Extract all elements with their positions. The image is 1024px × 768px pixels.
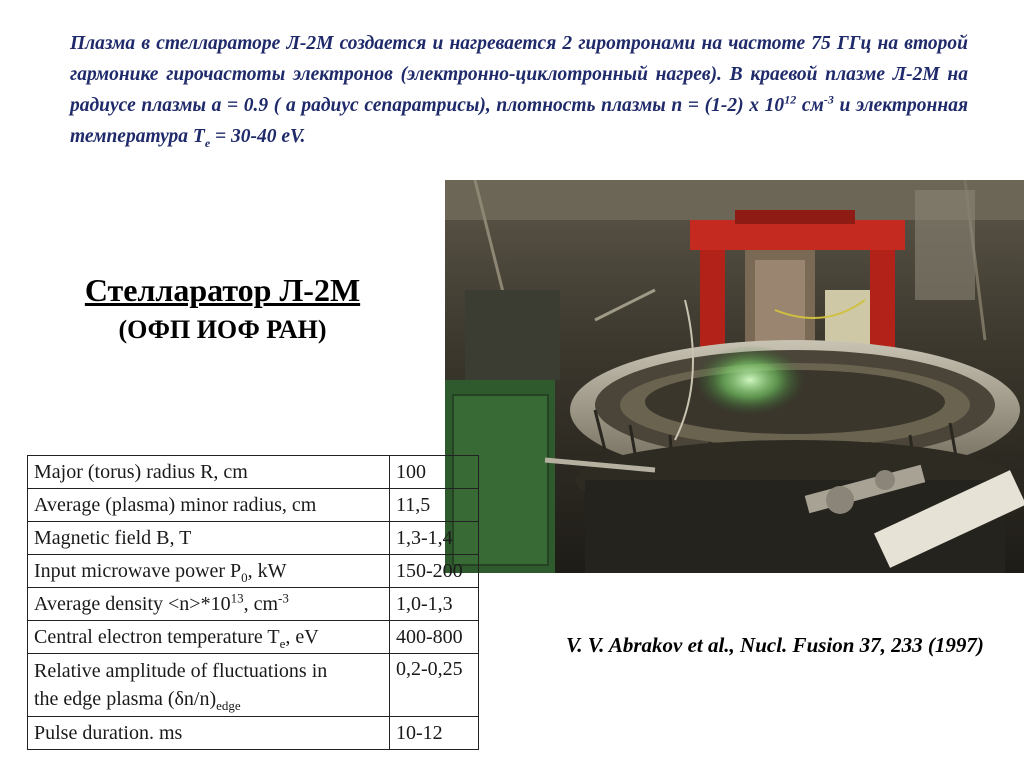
label-subscript: 0 [241,570,248,586]
parameter-value: 0,2-0,25 [390,654,479,717]
label-subscript: edge [216,698,241,714]
table-row [28,522,479,555]
stellarator-title-block [20,268,425,348]
parameter-label: Magnetic field B, T [28,522,390,555]
stellarator-photo-illustration [445,180,1024,573]
institution-subtitle: (ОФП ИОФ РАН) [118,315,327,344]
parameter-value: 11,5 [390,489,479,522]
label-superscript: -3 [278,590,289,606]
parameter-value: 10-12 [390,716,479,749]
parameter-value: 1,0-1,3 [390,588,479,621]
intro-exponent: 12 [784,92,797,107]
table-row [28,456,479,489]
parameter-value: 100 [390,456,479,489]
parameter-label: Average (plasma) minor radius, cm [28,489,390,522]
parameter-label [28,588,390,621]
parameter-label: Pulse duration. ms [28,716,390,749]
table-row [28,621,479,654]
label-text: , kW [247,560,287,583]
label-text: Average density <n>*10 [34,593,231,616]
stellarator-photo [445,180,1024,573]
label-text: Central electron temperature T [34,626,280,649]
label-text: Input microwave power P [34,560,242,583]
intro-text: и электронная температура T [70,95,969,147]
parameter-label [28,621,390,654]
intro-paragraph [70,28,968,152]
table-row [28,489,479,522]
label-subscript: e [279,636,286,652]
parameter-value: 150-200 [390,555,479,588]
parameter-value: 1,3-1,4 [390,522,479,555]
label-text: , cm [243,593,279,616]
table-row [28,588,479,621]
intro-text: = 30-40 eV. [210,126,306,147]
intro-text: см [796,95,824,116]
parameters-table [27,455,479,750]
parameter-label [28,654,390,717]
table-row [28,654,479,717]
label-text: Relative amplitude of fluctuations in [34,660,328,683]
parameter-label [28,555,390,588]
citation: V. V. Abrakov et al., Nucl. Fusion 37, 233 (1997) [566,633,984,657]
intro-subscript: e [204,135,211,150]
intro-exponent: -3 [823,92,834,107]
label-text: , eV [285,626,319,649]
table-row [28,555,479,588]
intro-text: Плазма в стеллараторе Л-2М создается и нагревается 2 гиротронами на частоте 75 ГГц на второй гармонике гирочастоты электронов (электронно-циклотронный нагрев). В краевой плазме Л-2М на радиусе плазмы a = 0.9 ( a радиус сепаратрисы), плотность плазмы n = (1-2) x 10 [70,33,968,116]
stellarator-title: Стелларатор Л-2М [84,272,361,308]
parameter-value: 400-800 [390,621,479,654]
label-superscript: 13 [230,590,244,606]
parameter-label: Major (torus) radius R, cm [28,456,390,489]
table-row [28,716,479,749]
label-text: the edge plasma (δn/n) [34,688,217,711]
